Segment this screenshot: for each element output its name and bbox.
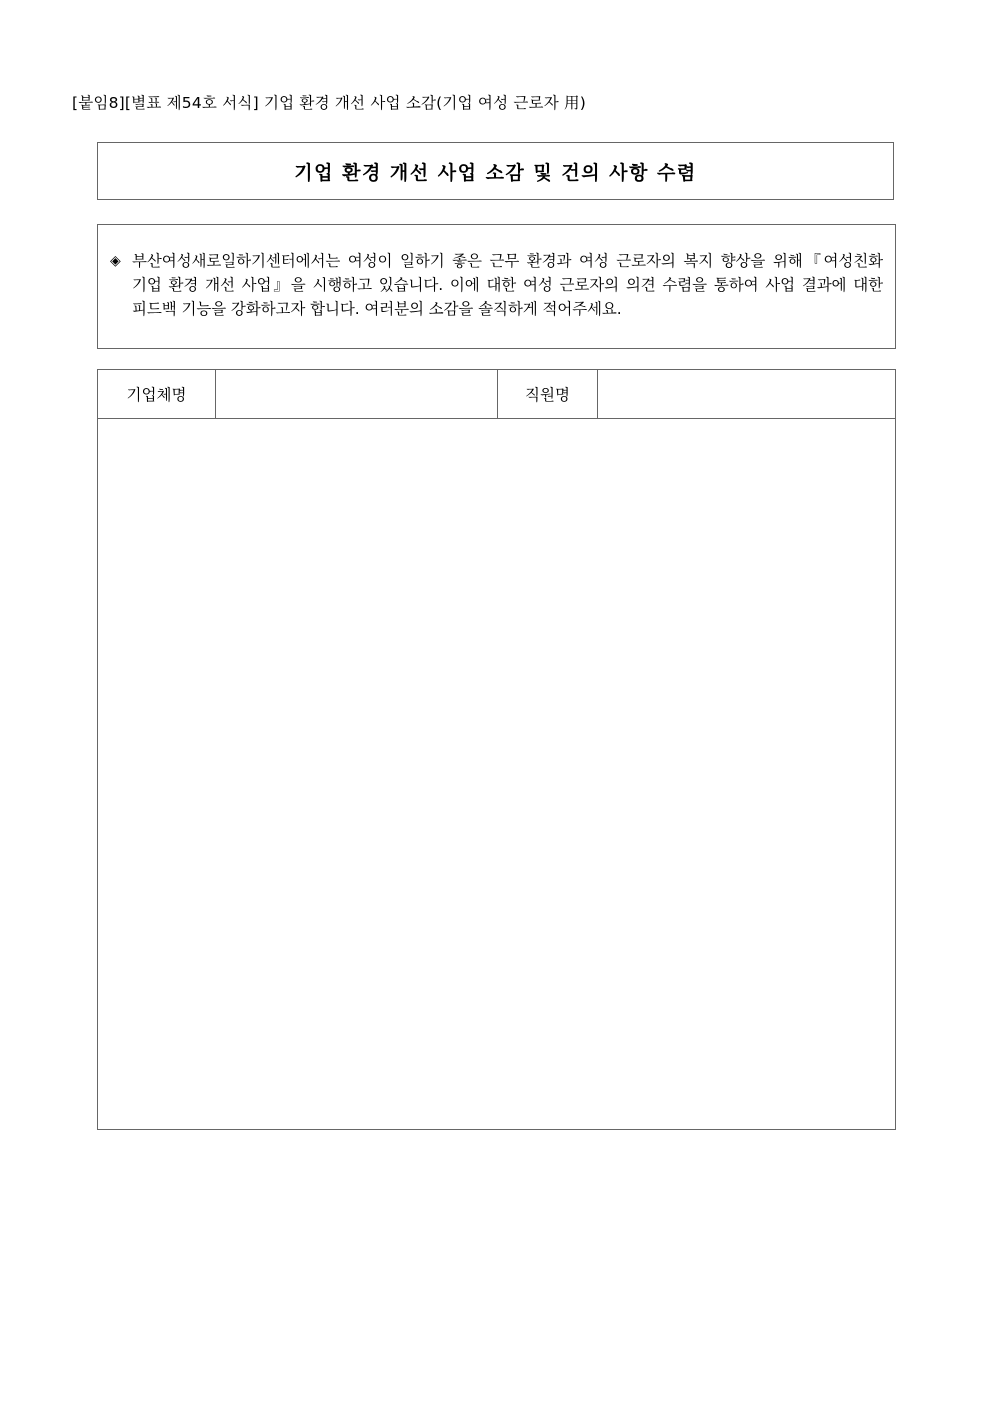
feedback-form-table <box>97 369 896 1130</box>
company-name-field[interactable] <box>215 370 497 418</box>
company-name-label: 기업체명 <box>126 386 187 404</box>
form-title-box <box>97 142 894 200</box>
attachment-header: [붙임8][별표 제54호 서식] 기업 환경 개선 사업 소감(기업 여성 근로자 用) <box>72 94 586 112</box>
employee-name-field[interactable] <box>597 370 895 418</box>
form-header-row <box>98 370 895 419</box>
notice-box <box>97 224 896 349</box>
diamond-bullet-icon: ◈ <box>110 253 121 269</box>
notice-row <box>110 249 883 321</box>
feedback-text-area[interactable] <box>98 419 895 1130</box>
form-title: 기업 환경 개선 사업 소감 및 건의 사항 수렴 <box>294 161 697 184</box>
notice-text: 부산여성새로일하기센터에서는 여성이 일하기 좋은 근무 환경과 여성 근로자의 복지 향상을 위해『여성친화 기업 환경 개선 사업』을 시행하고 있습니다. 이에 대한 여성 근로자의 의견 수렴을 통하여 사업 결과에 대한 피드백 기능을 강화하고자 합니다. 여러분의 소감을 솔직하게 적어주세요. <box>132 252 883 318</box>
employee-name-label: 직원명 <box>497 370 597 418</box>
